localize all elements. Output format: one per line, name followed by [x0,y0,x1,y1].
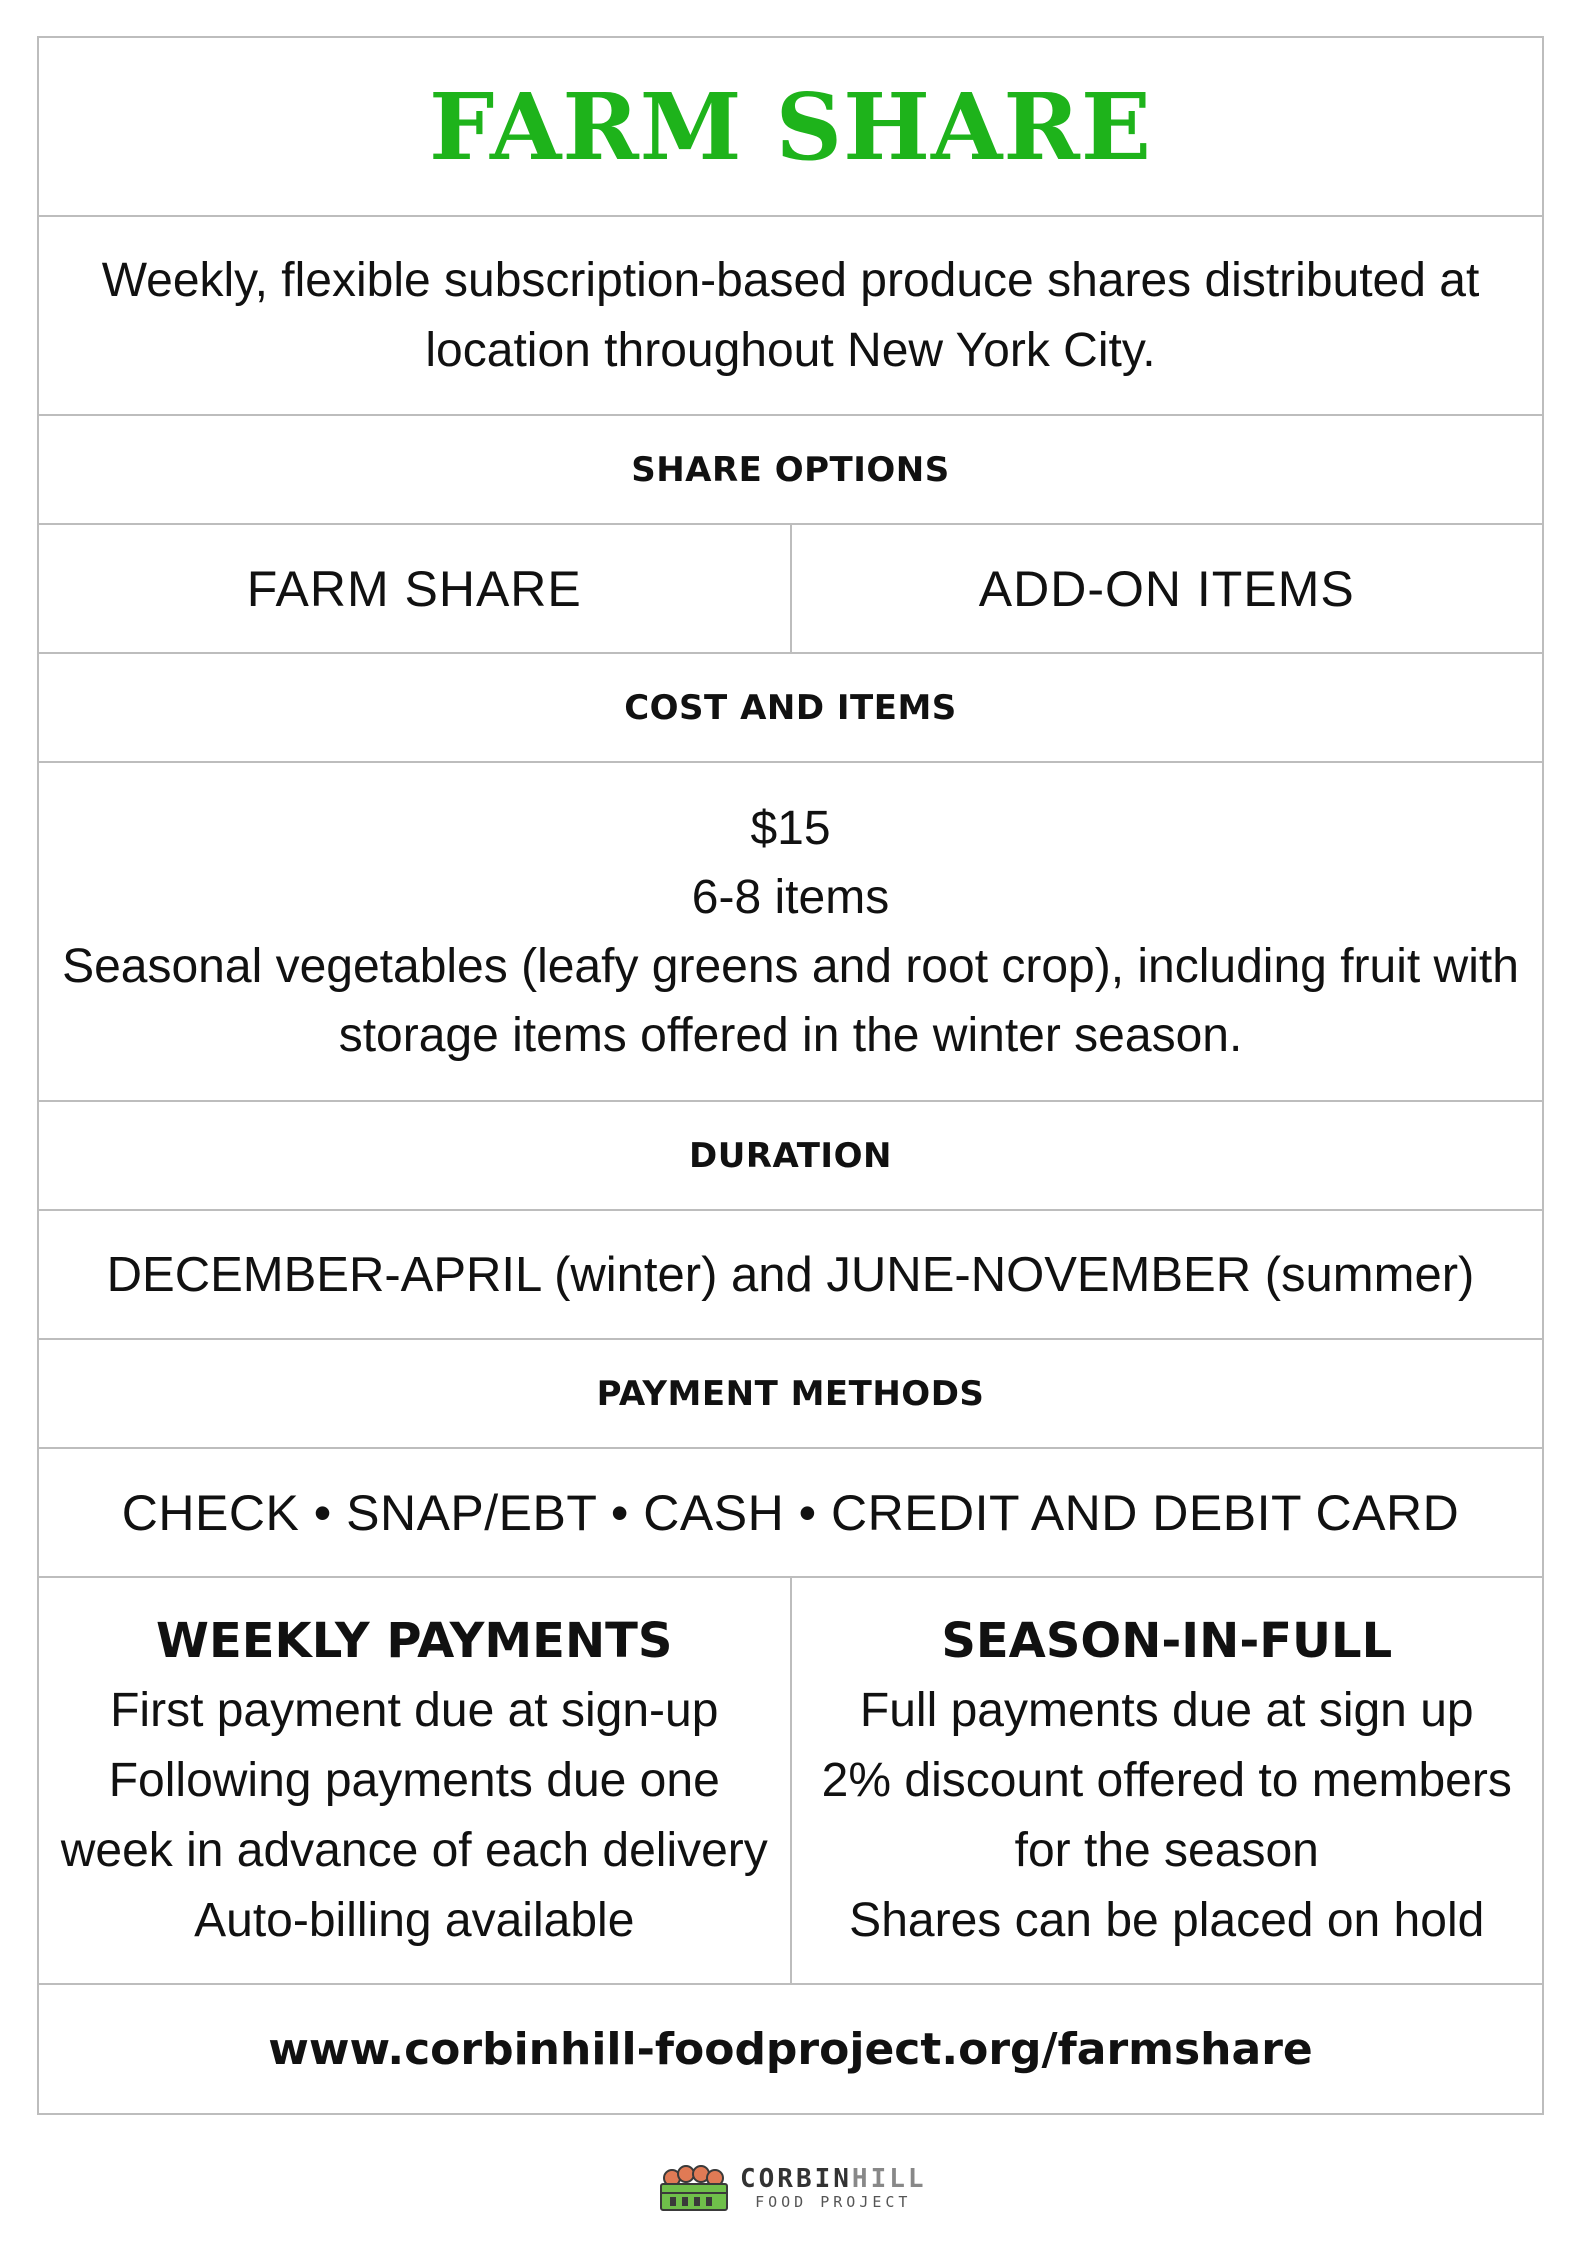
weekly-line: Following payments due one [108,1753,720,1807]
season-in-full-column [790,1578,1543,1983]
season-line: 2% discount offered to members [821,1753,1512,1807]
farm-share-table [37,36,1544,2115]
weekly-line: Auto-billing available [194,1893,635,1947]
weekly-payments-title: WEEKLY PAYMENTS [156,1612,673,1669]
season-in-full-title: SEASON-IN-FULL [941,1612,1393,1669]
cost-header-row [39,654,1542,763]
title-row [39,38,1542,217]
weekly-line: week in advance of each delivery [60,1823,768,1877]
payment-methods-row [39,1449,1542,1578]
logo-name-hill: HILL [851,2164,927,2194]
duration-header-row [39,1102,1542,1211]
payment-terms-row [39,1578,1542,1985]
cost-row [39,763,1542,1102]
season-line: Shares can be placed on hold [849,1893,1485,1947]
description-row [39,217,1542,416]
description-text: Weekly, flexible subscription-based produce shares distributed at location throughout New York City. [101,253,1480,377]
weekly-payments-column [39,1578,790,1983]
add-on-items-option: ADD-ON ITEMS [790,525,1543,652]
season-line: Full payments due at sign up [859,1683,1474,1737]
season-line: for the season [1014,1823,1319,1877]
payment-methods-header: PAYMENT METHODS [596,1373,985,1414]
payment-methods-text: CHECK • SNAP/EBT • CASH • CREDIT AND DEBIT CARD [121,1484,1460,1541]
cost-header: COST AND ITEMS [624,687,957,728]
duration-text: DECEMBER-APRIL (winter) and JUNE-NOVEMBER (summer) [106,1247,1475,1302]
duration-header: DURATION [689,1135,892,1176]
price-text: $15 [750,801,831,855]
share-options-header: SHARE OPTIONS [631,449,950,490]
logo-wordmark [740,2165,927,2211]
duration-row [39,1211,1542,1340]
farm-share-option: FARM SHARE [246,560,582,617]
items-detail-line-1: Seasonal vegetables (leafy greens and root crop), including fruit with [62,939,1519,993]
share-options-header-row [39,416,1542,525]
url-row [39,1985,1542,2113]
weekly-line: First payment due at sign-up [110,1683,719,1737]
items-detail-line-2: storage items offered in the winter season. [338,1008,1243,1062]
logo-subtitle: FOOD PROJECT [755,2193,912,2211]
produce-crate-icon [658,2164,730,2212]
page-title: FARM SHARE [429,72,1152,181]
logo-name-corbin: CORBIN [740,2164,852,2194]
payment-header-row [39,1340,1542,1449]
corbin-hill-logo [658,2164,927,2212]
items-count-text: 6-8 items [691,870,890,924]
share-options-row [39,525,1542,654]
website-link[interactable]: www.corbinhill-foodproject.org/farmshare [268,2023,1313,2075]
logo-name [740,2165,927,2193]
